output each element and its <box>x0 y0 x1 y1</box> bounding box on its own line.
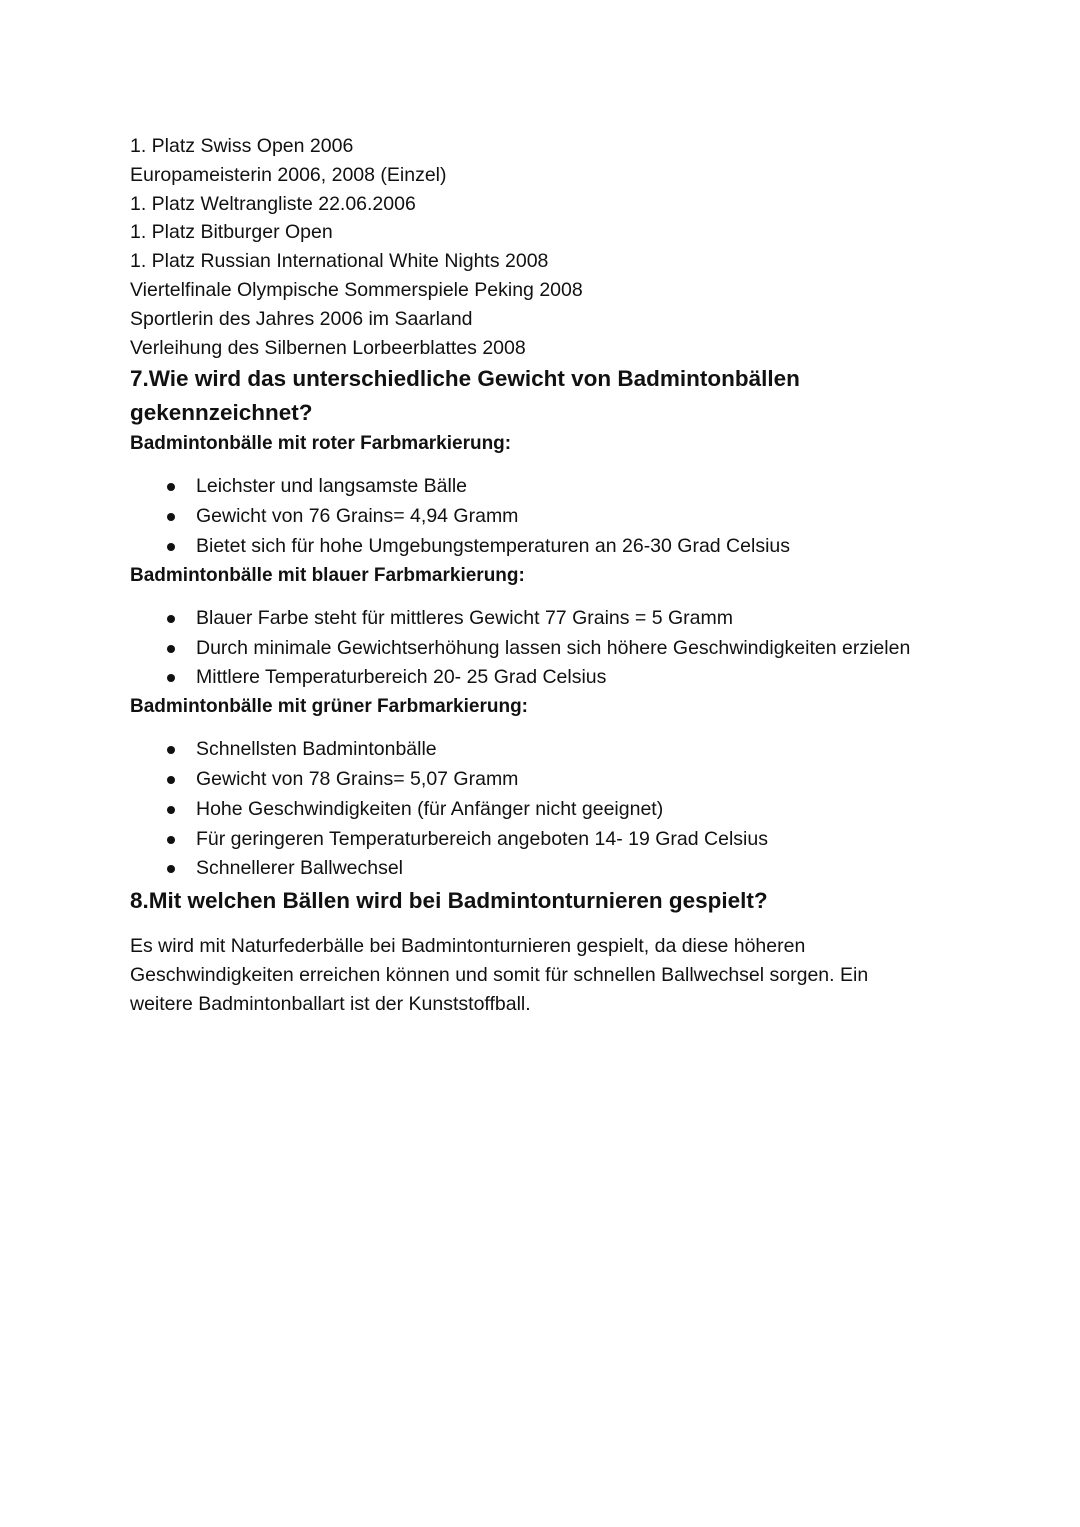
achievements-list <box>130 132 960 362</box>
achievement-item: 1. Platz Swiss Open 2006 <box>130 135 354 157</box>
bullet-icon <box>167 806 175 814</box>
bullet-icon <box>167 615 175 623</box>
list-item-text: Leichster und langsamste Bälle <box>196 475 467 498</box>
achievement-item: Europameisterin 2006, 2008 (Einzel) <box>130 163 447 186</box>
list-item-text: Durch minimale Gewichtserhöhung lassen sich höhere Geschwindigkeiten erzielen <box>196 636 911 659</box>
achievement-item: Verleihung des Silbernen Lorbeerblattes 2008 <box>130 336 526 359</box>
bullet-icon <box>167 513 175 521</box>
red-marking-list <box>130 472 960 561</box>
bullet-icon <box>167 836 175 844</box>
list-item-text: Hohe Geschwindigkeiten (für Anfänger nicht geeignet) <box>196 797 664 820</box>
list-item-text: Blauer Farbe steht für mittleres Gewicht 77 Grains = 5 Gramm <box>196 606 733 629</box>
list-item-text: Für geringeren Temperaturbereich angeboten 14- 19 Grad Celsius <box>196 827 768 850</box>
bullet-icon <box>167 865 175 873</box>
red-marking-heading: Badmintonbälle mit roter Farbmarkierung: <box>130 433 512 455</box>
achievement-item: 1. Platz Weltrangliste 22.06.2006 <box>130 192 416 215</box>
list-item-text: Gewicht von 78 Grains= 5,07 Gramm <box>196 767 519 790</box>
list-item <box>130 765 960 795</box>
bullet-icon <box>167 746 175 754</box>
list-item <box>130 735 960 765</box>
list-item <box>130 502 960 532</box>
blue-marking-heading: Badmintonbälle mit blauer Farbmarkierung: <box>130 564 525 586</box>
list-item-text: Schnellerer Ballwechsel <box>196 857 404 880</box>
question-8-heading: 8.Mit welchen Bällen wird bei Badmintonturnieren gespielt? <box>130 888 768 914</box>
question-8-answer: Es wird mit Naturfederbälle bei Badmintonturnieren gespielt, da diese höheren Geschwindigkeiten erreichen können und somit für schnellen Ballwechsel sorgen. Ein weitere Badmintonballart ist der Kunststoffball. <box>130 935 869 1016</box>
achievement-item: 1. Platz Bitburger Open <box>130 221 333 244</box>
bullet-icon <box>167 776 175 784</box>
list-item <box>130 663 960 693</box>
list-item-text: Gewicht von 76 Grains= 4,94 Gramm <box>196 505 519 528</box>
question-7-heading: 7.Wie wird das unterschiedliche Gewicht von Badmintonbällen gekennzeichnet? <box>130 366 800 426</box>
bullet-icon <box>167 483 175 491</box>
achievement-item: Sportlerin des Jahres 2006 im Saarland <box>130 307 473 330</box>
list-item <box>130 532 960 562</box>
bullet-icon <box>167 645 175 653</box>
list-item-text: Mittlere Temperaturbereich 20- 25 Grad Celsius <box>196 666 607 689</box>
list-item <box>130 604 960 634</box>
achievement-item: Viertelfinale Olympische Sommerspiele Peking 2008 <box>130 278 583 301</box>
list-item-text: Schnellsten Badmintonbälle <box>196 738 437 761</box>
list-item <box>130 472 960 502</box>
list-item-text: Bietet sich für hohe Umgebungstemperaturen an 26-30 Grad Celsius <box>196 534 790 557</box>
list-item <box>130 825 960 855</box>
bullet-icon <box>167 674 175 682</box>
green-marking-heading: Badmintonbälle mit grüner Farbmarkierung: <box>130 696 528 718</box>
blue-marking-list <box>130 604 960 693</box>
document-page <box>130 132 960 1019</box>
bullet-icon <box>167 543 175 551</box>
list-item <box>130 795 960 825</box>
list-item <box>130 634 960 664</box>
green-marking-list <box>130 735 960 884</box>
list-item <box>130 854 960 884</box>
achievement-item: 1. Platz Russian International White Nights 2008 <box>130 250 549 273</box>
